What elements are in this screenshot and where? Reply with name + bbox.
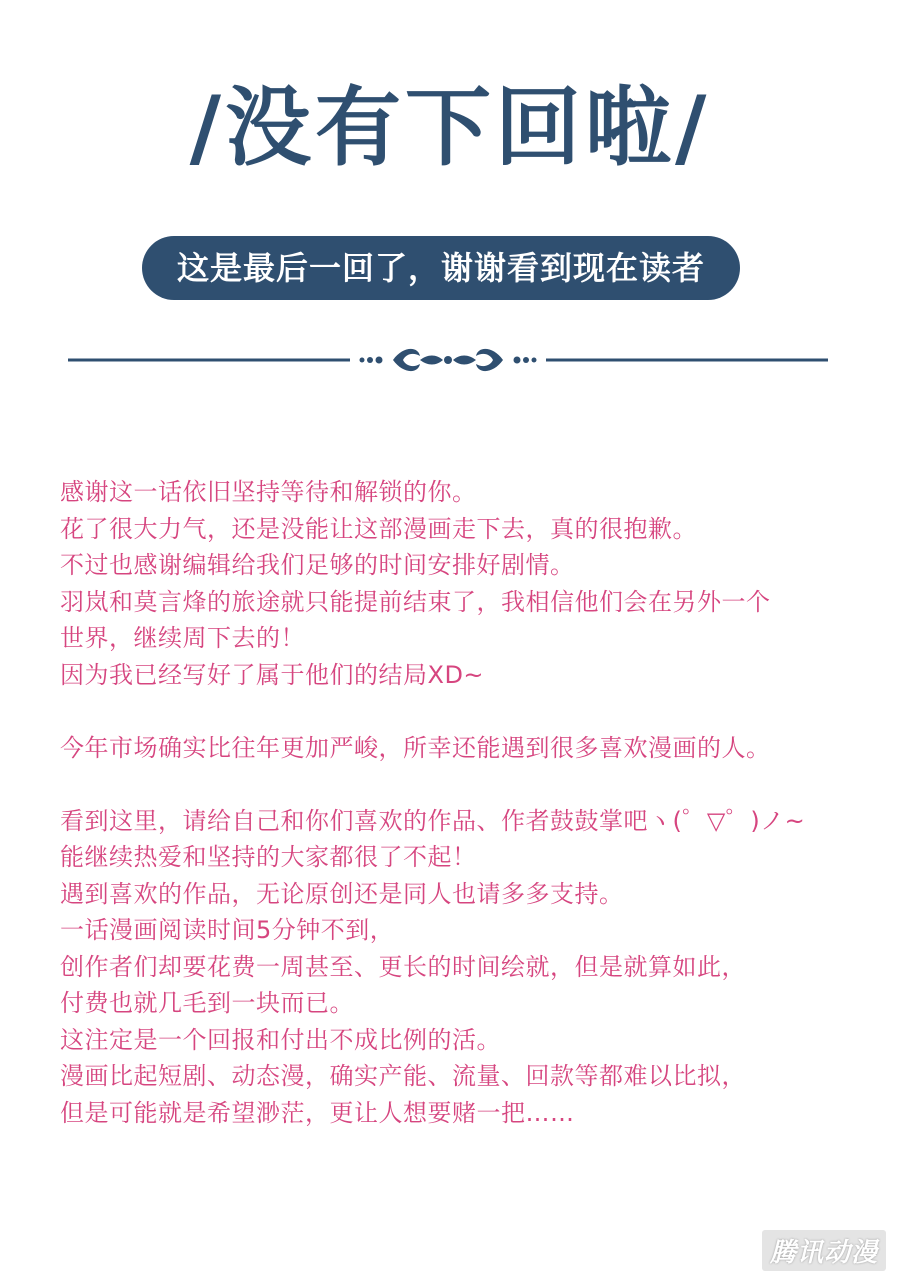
text-line: 付费也就几毛到一块而已。 bbox=[60, 989, 354, 1017]
watermark-logo: 腾讯动漫 bbox=[762, 1230, 886, 1271]
text-line: 不过也感谢编辑给我们足够的时间安排好剧情。 bbox=[60, 551, 575, 579]
text-line: 羽岚和莫言烽的旅途就只能提前结束了，我相信他们会在另外一个 bbox=[60, 587, 771, 616]
page-title: /没有下回啦/ bbox=[189, 78, 711, 178]
text-line: 花了很大力气，还是没能让这部漫画走下去，真的很抱歉。 bbox=[60, 514, 697, 543]
ornamental-divider bbox=[68, 340, 828, 380]
subtitle-banner: 这是最后一回了，谢谢看到现在读者 bbox=[142, 236, 740, 300]
text-line: 漫画比起短剧、动态漫，确实产能、流量、回款等都难以比拟， bbox=[60, 1062, 746, 1090]
text-line: 世界，继续周下去的！ bbox=[60, 624, 305, 652]
text-line: 能继续热爱和坚持的大家都很了不起！ bbox=[60, 843, 477, 871]
text-line: 今年市场确实比往年更加严峻，所幸还能遇到很多喜欢漫画的人。 bbox=[60, 733, 771, 762]
text-line: 遇到喜欢的作品，无论原创还是同人也请多多支持。 bbox=[60, 879, 624, 908]
message-body bbox=[60, 474, 880, 1131]
text-line: 因为我已经写好了属于他们的结局XD~ bbox=[60, 660, 485, 689]
text-line: 一话漫画阅读时间5分钟不到， bbox=[60, 916, 395, 944]
text-line: 创作者们却要花费一周甚至、更长的时间绘就，但是就算如此， bbox=[60, 952, 746, 981]
text-line: 看到这里，请给自己和你们喜欢的作品、作者鼓鼓掌吧ヽ(゜▽゜)ノ~ bbox=[60, 806, 806, 835]
text-line: 感谢这一话依旧坚持等待和解锁的你。 bbox=[60, 478, 477, 506]
text-line: 但是可能就是希望渺茫，更让人想要赌一把…… bbox=[60, 1098, 575, 1127]
text-line: 这注定是一个回报和付出不成比例的活。 bbox=[60, 1025, 501, 1054]
